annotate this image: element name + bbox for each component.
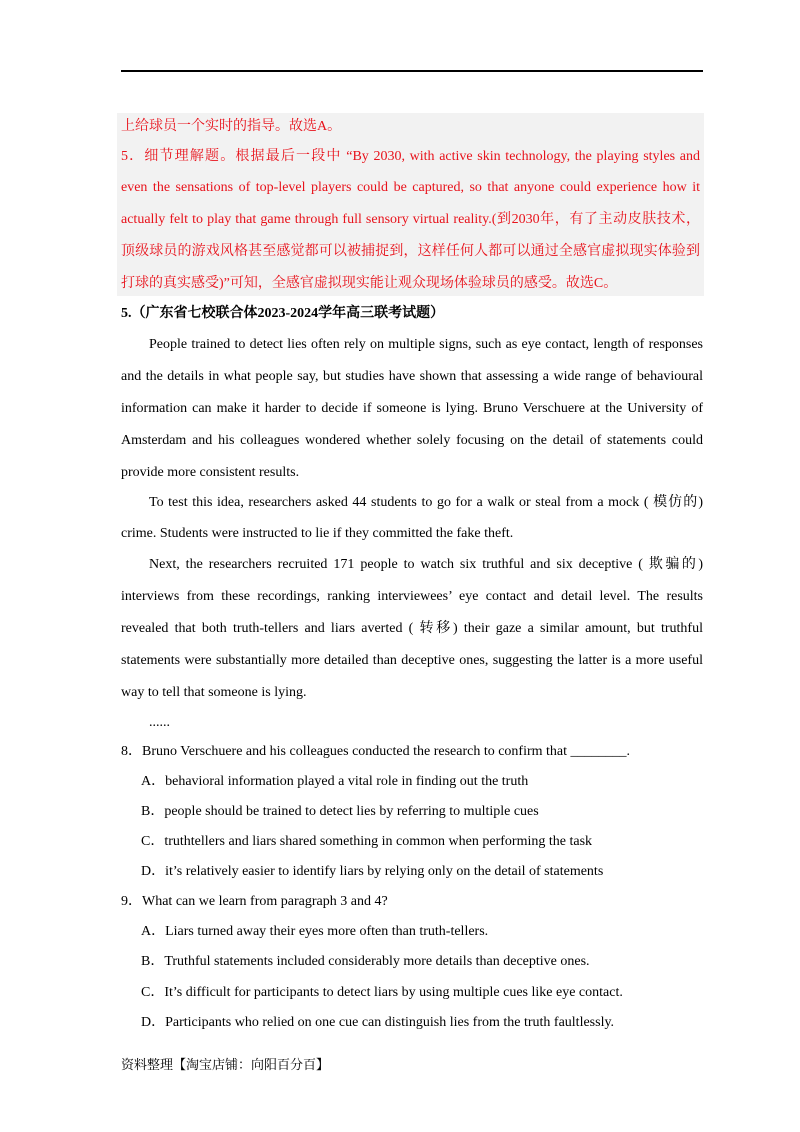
answer-explanation-box [117, 113, 704, 296]
answer-line: even the sensations of top-level players could be captured, so that anyone could experience how it [121, 180, 700, 195]
answer-line: 打球的真实感受)”可知，全感官虚拟现实能让观众现场体验球员的感受。故选C。 [121, 276, 618, 291]
question-stem: 8．Bruno Verschuere and his colleagues conducted the research to confirm that ________. [121, 744, 631, 759]
passage-line: provide more consistent results. [121, 465, 300, 480]
answer-line: 5．细节理解题。根据最后一段中 “By 2030, with active skin technology, the playing styles and [121, 149, 700, 164]
question-option: B．people should be trained to detect lies by referring to multiple cues [141, 804, 539, 819]
passage-line: revealed that both truth-tellers and liars averted ( 转移) their gaze a similar amount, but truthful [121, 621, 703, 636]
question-option: B．Truthful statements included considerably more details than deceptive ones. [141, 954, 590, 969]
passage-heading: 5.（广东省七校联合体2023-2024学年高三联考试题） [121, 306, 445, 321]
header-rule [121, 70, 703, 72]
passage-line: To test this idea, researchers asked 44 students to go for a walk or steal from a mock ( 模仿的) [149, 495, 703, 510]
question-stem: 9．What can we learn from paragraph 3 and 4? [121, 894, 388, 909]
passage-line: Next, the researchers recruited 171 people to watch six truthful and six deceptive ( 欺骗的) [149, 557, 703, 572]
passage-line: People trained to detect lies often rely on multiple signs, such as eye contact, length of responses [149, 337, 703, 352]
passage-line: Amsterdam and his colleagues wondered whether solely focusing on the detail of statements could [121, 433, 703, 448]
question-option: A．Liars turned away their eyes more often than truth-tellers. [141, 924, 489, 939]
passage-ellipsis: ...... [149, 715, 170, 730]
answer-line: 上给球员一个实时的指导。故选A。 [121, 119, 342, 134]
question-option: C．It’s difficult for participants to detect liars by using multiple cues like eye contact. [141, 985, 623, 1000]
question-option: D．it’s relatively easier to identify liars by relying only on the detail of statements [141, 864, 604, 879]
passage-line: way to tell that someone is lying. [121, 685, 307, 700]
passage-line: information can make it harder to decide if someone is lying. Bruno Verschuere at the University of [121, 401, 703, 416]
answer-line: actually felt to play that game through full sensory virtual reality.(到2030年，有了主动皮肤技术， [121, 212, 700, 227]
passage-line: crime. Students were instructed to lie if they committed the fake theft. [121, 526, 514, 541]
question-option: A．behavioral information played a vital role in finding out the truth [141, 774, 529, 789]
question-option: D．Participants who relied on one cue can distinguish lies from the truth faultlessly. [141, 1015, 615, 1030]
passage-line: statements were substantially more detailed than deceptive ones, suggesting the latter is a more useful [121, 653, 703, 668]
question-option: C．truthtellers and liars shared something in common when performing the task [141, 834, 593, 849]
passage-line: and the details in what people say, but studies have shown that assessing a wide range of behavioural [121, 369, 703, 384]
page-footer: 资料整理【淘宝店铺：向阳百分百】 [121, 1057, 330, 1072]
answer-line: 顶级球员的游戏风格甚至感觉都可以被捕捉到，这样任何人都可以通过全感官虚拟现实体验到 [121, 244, 700, 259]
passage-line: interviews from these recordings, ranking interviewees’ eye contact and detail level. The results [121, 589, 703, 604]
